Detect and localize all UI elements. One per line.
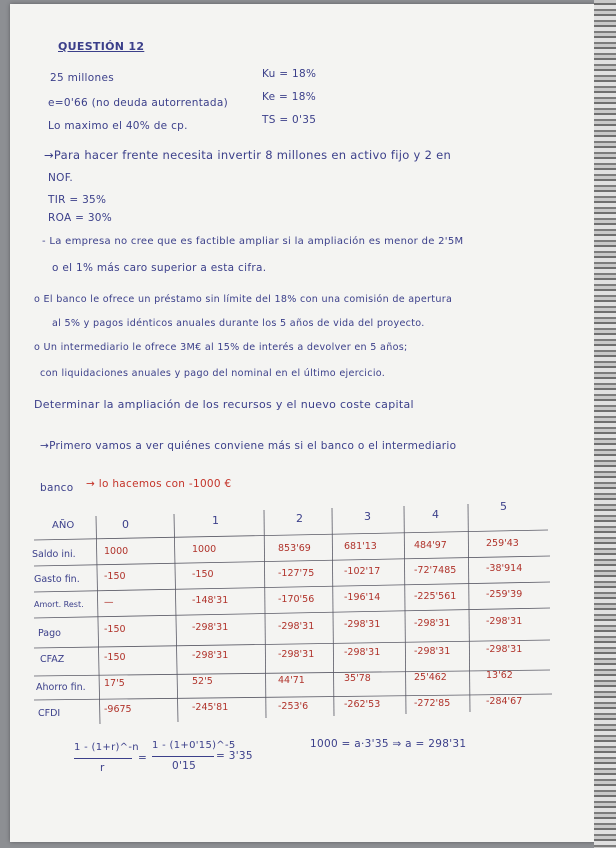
note-line: o El banco le ofrece un préstamo sin límite del 18% con una comisión de apertura [34,294,453,305]
row-label: CFAZ [40,654,65,665]
table-header: 5 [500,500,507,513]
note-line: o Un intermediario le ofrece 3M€ al 15% de interés a devolver en 5 años; [34,342,408,353]
table-cell: -298'31 [486,616,523,627]
formula-mid-numerator: 1 - (1+0'15)^-5 [152,740,236,751]
given-left-2: e=0'66 (no deuda autorrentada) [48,97,228,109]
table-cell: -284'67 [486,696,523,707]
note-line: →Primero vamos a ver quiénes conviene más si el banco o el intermediario [40,440,457,452]
note-line: - La empresa no cree que es factible ampliar si la ampliación es menor de 2'5M [42,236,464,247]
formula-equals: = [138,752,148,764]
table-cell: -38'914 [486,563,523,574]
table-cell: 681'13 [344,541,377,553]
table-cell: -245'81 [192,702,229,714]
table-cell: -102'17 [344,566,381,578]
table-cell: -298'31 [414,645,451,657]
table-header: 0 [122,518,129,531]
row-label: Ahorro fin. [36,682,86,693]
table-header: 1 [212,514,219,527]
table-cell: 853'69 [278,542,311,554]
formula-left-denominator: r [100,762,105,774]
table-cell: — [104,597,114,608]
table-cell: -170'56 [278,593,315,605]
table-header: 2 [296,512,303,525]
given-right-1: Ku = 18% [262,68,317,80]
table-cell: 44'71 [278,674,305,686]
table-cell: -253'6 [278,700,309,712]
table-cell: -298'31 [486,644,523,655]
fraction-bar [74,758,132,759]
page-title: QUESTIÓN 12 [58,40,145,53]
note-line: TIR = 35% [48,194,107,206]
table-cell: -259'39 [486,589,523,600]
table-header: 3 [364,510,371,523]
note-line: →Para hacer frente necesita invertir 8 millones en activo fijo y 2 en [44,148,452,162]
table-cell: -298'31 [344,619,381,631]
table-cell: -298'31 [344,647,381,659]
table-header-year: AÑO [52,520,75,531]
table-cell: -72'7485 [414,564,457,576]
given-right-3: TS = 0'35 [262,114,317,126]
table-cell: -298'31 [414,617,451,629]
table-header: 4 [432,508,439,521]
table-cell: 35'78 [344,673,371,685]
table-cell: -298'31 [192,650,229,662]
table-cell: -127'75 [278,567,315,579]
given-left-1: 25 millones [50,72,114,84]
row-label: Saldo ini. [32,549,76,560]
note-line: al 5% y pagos idénticos anuales durante los 5 años de vida del proyecto. [52,318,425,329]
table-cell: -225'561 [414,590,457,602]
table-cell: -148'31 [192,595,229,607]
note-line: con liquidaciones anuales y pago del nominal en el último ejercicio. [40,368,386,379]
table-cell: -150 [192,569,214,581]
table-cell: -150 [104,652,126,663]
note-line: o el 1% más caro superior a esta cifra. [52,262,267,274]
note-line: ROA = 30% [48,212,113,224]
banco-note: → lo hacemos con -1000 € [86,478,232,490]
row-label: Pago [38,628,61,639]
row-label: CFDI [38,708,61,719]
table-cell: -196'14 [344,592,381,604]
table-cell: -9675 [104,704,132,715]
table-cell: 1000 [192,544,217,556]
formula-left-numerator: 1 - (1+r)^-n [74,742,139,753]
table-cell: -150 [104,624,126,635]
formula-mid-denominator: 0'15 [172,760,197,772]
table-cell: 13'62 [486,670,513,681]
table-cell: 52'5 [192,676,213,688]
table-cell: -298'31 [192,622,229,634]
note-line: Determinar la ampliación de los recursos y el nuevo coste capital [34,398,414,411]
table-cell: -298'31 [278,648,315,660]
table-cell: 484'97 [414,539,447,551]
formula-result: = 3'35 [216,750,253,762]
table-cell: 259'43 [486,538,519,549]
table-cell: 17'5 [104,678,125,689]
table-cell: -272'85 [414,697,451,709]
table-cell: 25'462 [414,671,447,683]
note-line: banco [40,482,74,494]
note-line: NOF. [48,172,74,184]
formula-right: 1000 = a·3'35 ⇒ a = 298'31 [310,738,467,750]
table-cell: -298'31 [278,620,315,632]
row-label: Amort. Rest. [34,600,84,609]
given-right-2: Ke = 18% [262,91,317,103]
given-left-3: Lo maximo el 40% de cp. [48,120,188,132]
table-cell: -262'53 [344,699,381,711]
table-cell: -150 [104,571,126,582]
table-cell: 1000 [104,546,129,557]
row-label: Gasto fin. [34,574,80,585]
fraction-bar [152,756,214,757]
